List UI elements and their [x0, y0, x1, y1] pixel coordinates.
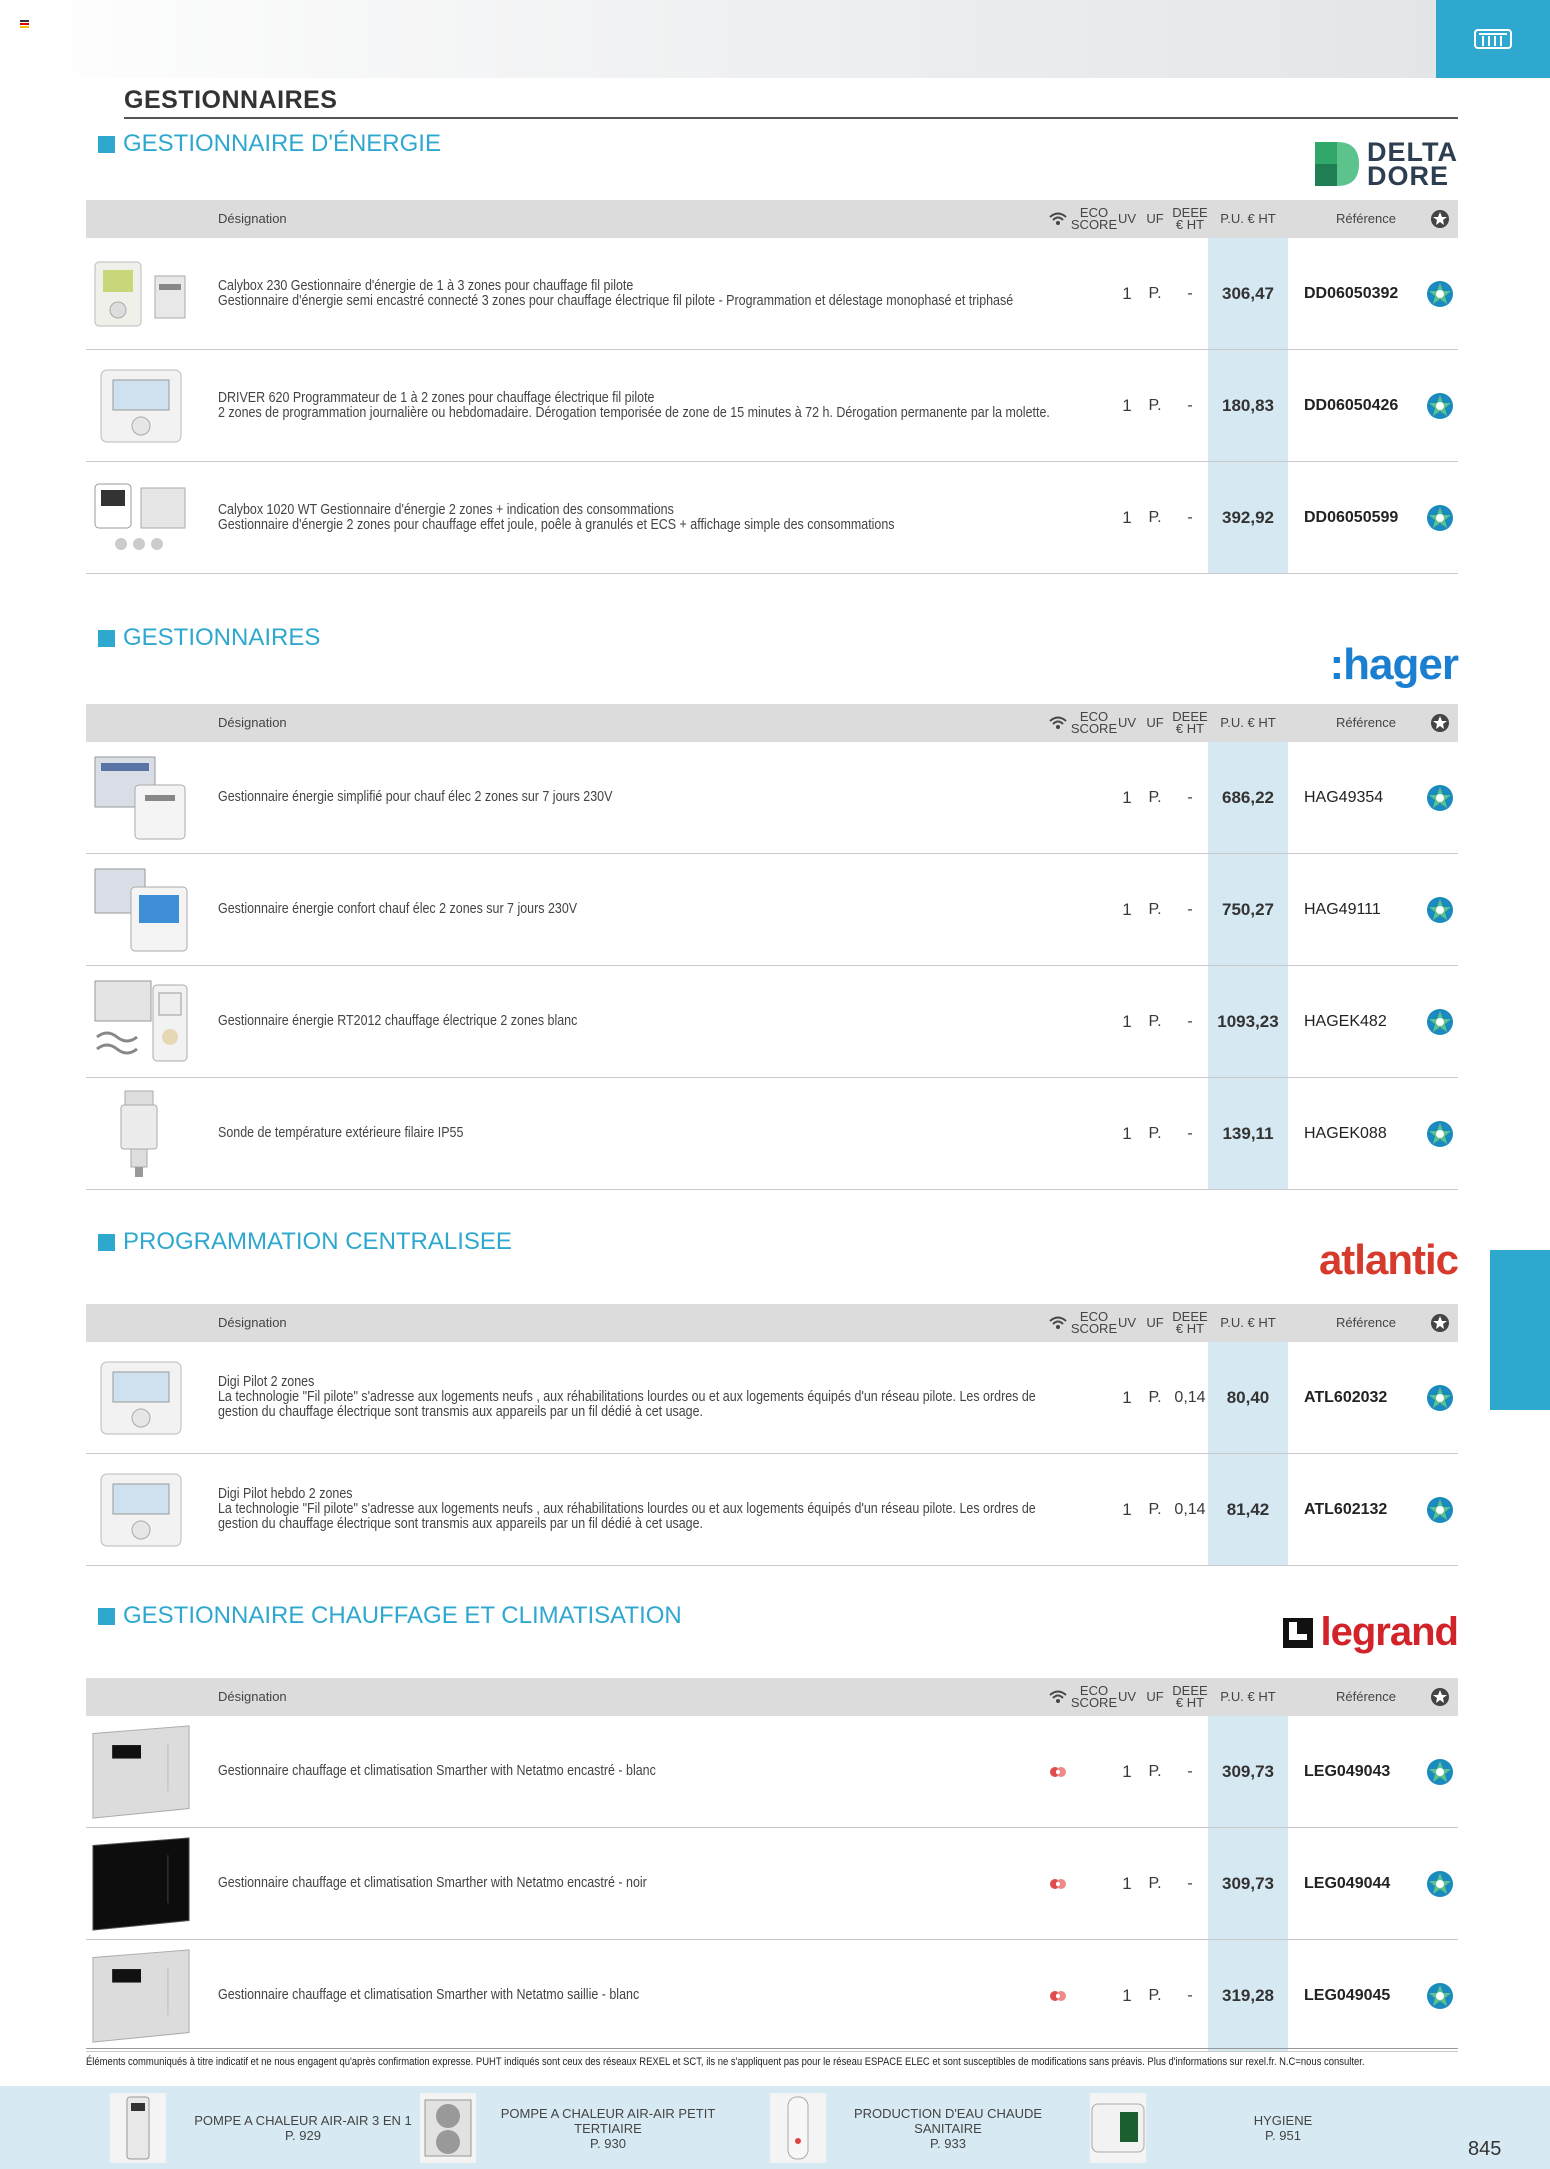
uf-value: P.	[1148, 900, 1162, 918]
header-uv: UV	[1117, 715, 1137, 730]
eco-score-cell	[1422, 1078, 1458, 1189]
header-eco-score: ECO SCORE	[1070, 709, 1118, 736]
designation-line: Gestionnaire chauffage et climatisation Smarther with Netatmo saillie - blanc	[218, 1987, 640, 2003]
product-designation	[218, 1828, 992, 1939]
header-connectivity	[1043, 1678, 1073, 1716]
eco-score-icon	[1425, 783, 1455, 813]
unit-price: 319,28	[1222, 1985, 1274, 2005]
product-image	[86, 1940, 196, 2051]
connectivity-cell	[1043, 1342, 1073, 1453]
product-image	[86, 854, 196, 965]
connectivity-cell	[1043, 350, 1073, 461]
brand	[1315, 137, 1458, 191]
product-reference[interactable]: ATL602032	[1304, 1388, 1388, 1406]
flag-icon	[20, 20, 29, 28]
rt2012-kit-icon	[91, 976, 191, 1068]
designation-line: 2 zones de programmation journalière ou hebdomadaire. Dérogation temporisée de zone de 15 minutes à 72 h. Dérogation permanente par la molette.	[218, 404, 1050, 421]
header-uv: UV	[1117, 1689, 1137, 1704]
connectivity-cell	[1043, 854, 1073, 965]
connectivity-cell	[1043, 1940, 1073, 2051]
eco-score-cell	[1422, 742, 1458, 853]
programmer-icon	[91, 1464, 191, 1556]
header-deee: DEEE € HT	[1172, 205, 1208, 232]
section-header	[86, 624, 1458, 704]
deee-value: -	[1187, 284, 1193, 302]
deee-value: -	[1187, 1986, 1193, 2004]
designation-line: Calybox 1020 WT Gestionnaire d'énergie 2 zones + indication des consommations	[218, 501, 674, 518]
header-connectivity	[1043, 1304, 1073, 1342]
table-row[interactable]	[86, 350, 1458, 462]
table-row[interactable]	[86, 462, 1458, 574]
table-header	[86, 200, 1458, 238]
temperature-probe-icon	[91, 1088, 191, 1180]
product-image	[86, 238, 196, 349]
header-eco-icon	[1422, 1304, 1458, 1342]
thermostat-icon	[91, 248, 191, 340]
bottom-link-label: PRODUCTION D'EAU CHAUDE SANITAIRE P. 933	[853, 2105, 1043, 2151]
product-designation	[218, 854, 992, 965]
product-designation	[218, 350, 1050, 461]
eco-score-icon	[1425, 1495, 1455, 1525]
table-row[interactable]	[86, 1078, 1458, 1190]
product-designation	[218, 1940, 992, 2051]
eco-score-cell	[1422, 1716, 1458, 1827]
table-row[interactable]	[86, 742, 1458, 854]
product-designation	[218, 966, 992, 1077]
product-designation	[218, 1342, 1036, 1453]
product-table	[86, 1342, 1458, 1566]
eco-score-icon	[1425, 1757, 1455, 1787]
brand	[1281, 1608, 1458, 1655]
wifi-icon	[1049, 1690, 1067, 1704]
product-table	[86, 742, 1458, 1190]
deee-value: 0,14	[1174, 1388, 1206, 1406]
uv-value: 1	[1122, 899, 1132, 919]
eco-score-icon	[1425, 1007, 1455, 1037]
eco-score-icon	[1425, 1383, 1455, 1413]
deee-value: -	[1187, 900, 1193, 918]
connectivity-cell	[1043, 1828, 1073, 1939]
table-row[interactable]	[86, 1940, 1458, 2052]
unit-price: 750,27	[1222, 899, 1274, 919]
header-eco-icon	[1422, 1678, 1458, 1716]
deee-value: -	[1187, 1124, 1193, 1142]
uf-value: P.	[1148, 1388, 1162, 1406]
brand-logo-legrand: legrand	[1281, 1610, 1458, 1655]
product-section	[86, 1228, 1458, 1566]
display-module-icon	[91, 864, 191, 956]
uf-value: P.	[1148, 508, 1162, 526]
bottom-link[interactable]	[110, 2090, 440, 2166]
eco-score-cell	[1422, 1828, 1458, 1939]
bottom-link[interactable]	[770, 2090, 1070, 2166]
product-image	[86, 742, 196, 853]
table-row[interactable]	[86, 1454, 1458, 1566]
product-image	[86, 462, 196, 573]
table-row[interactable]	[86, 238, 1458, 350]
header-reference: Référence	[1336, 1689, 1396, 1704]
page-number: 845	[1468, 2138, 1502, 2160]
uv-value: 1	[1122, 283, 1132, 303]
eco-score-cell	[1422, 854, 1458, 965]
uv-value: 1	[1122, 1761, 1132, 1781]
header-reference: Référence	[1336, 1315, 1396, 1330]
designation-line: DRIVER 620 Programmateur de 1 à 2 zones pour chauffage électrique fil pilote	[218, 389, 655, 406]
uf-value: P.	[1148, 1874, 1162, 1892]
bottom-link-label: POMPE A CHALEUR AIR-AIR PETIT TERTIAIRE P. 930	[500, 2105, 716, 2151]
section-header	[86, 1228, 1458, 1304]
table-row[interactable]	[86, 854, 1458, 966]
header-uf: UF	[1146, 715, 1164, 730]
product-table	[86, 238, 1458, 574]
header-deee: DEEE € HT	[1172, 1683, 1208, 1710]
smart-thermostat-white-icon	[91, 1950, 191, 2042]
product-reference[interactable]: ATL602132	[1304, 1500, 1388, 1518]
unit-price: 306,47	[1222, 283, 1274, 303]
designation-line: Gestionnaire chauffage et climatisation Smarther with Netatmo encastré - blanc	[218, 1763, 656, 1779]
product-reference[interactable]: DD06050392	[1304, 284, 1399, 302]
title-divider	[124, 117, 1458, 119]
uv-value: 1	[1122, 1387, 1132, 1407]
section-title: GESTIONNAIRE D'ÉNERGIE	[98, 130, 441, 158]
section-title: PROGRAMMATION CENTRALISEE	[98, 1228, 512, 1256]
programmer-icon	[91, 360, 191, 452]
header-deee: DEEE € HT	[1172, 709, 1208, 736]
deee-value: 0,14	[1174, 1500, 1206, 1518]
product-image	[86, 1716, 196, 1827]
eco-score-header-icon	[1430, 1313, 1450, 1333]
outdoor-unit-icon	[420, 2093, 476, 2163]
uf-value: P.	[1148, 1986, 1162, 2004]
header-designation: Désignation	[218, 211, 287, 226]
header-eco-icon	[1422, 200, 1458, 238]
product-section	[86, 624, 1458, 1190]
product-image	[86, 1078, 196, 1189]
product-designation	[218, 1078, 992, 1189]
header-designation: Désignation	[218, 1689, 287, 1704]
section-bullet-icon	[98, 630, 115, 647]
connectivity-cell	[1043, 966, 1073, 1077]
eco-score-cell	[1422, 1342, 1458, 1453]
deee-value: -	[1187, 1762, 1193, 1780]
table-row[interactable]	[86, 1342, 1458, 1454]
product-designation	[218, 1716, 992, 1827]
product-reference[interactable]: DD06050599	[1304, 508, 1399, 526]
connectivity-cell	[1043, 742, 1073, 853]
programmer-icon	[91, 1352, 191, 1444]
header-uf: UF	[1146, 1689, 1164, 1704]
wifi-icon	[1049, 1316, 1067, 1330]
product-section	[86, 1602, 1458, 2052]
hand-dryer-icon	[1090, 2093, 1146, 2163]
eco-score-cell	[1422, 966, 1458, 1077]
eco-score-cell	[1422, 462, 1458, 573]
designation-line: Calybox 230 Gestionnaire d'énergie de 1 à 3 zones pour chauffage fil pilote	[218, 277, 634, 294]
product-reference[interactable]: HAGEK088	[1304, 1124, 1387, 1142]
header-eco-score: ECO SCORE	[1070, 205, 1118, 232]
brand	[1319, 1232, 1458, 1284]
din-module-icon	[91, 752, 191, 844]
table-row[interactable]	[86, 966, 1458, 1078]
brand-logo-hager: :hager	[1329, 640, 1458, 689]
designation-line: Gestionnaire chauffage et climatisation Smarther with Netatmo encastré - noir	[218, 1875, 647, 1891]
product-table	[86, 1716, 1458, 2052]
connected-device-icon	[1049, 1990, 1067, 2002]
legrand-mark-icon	[1281, 1616, 1315, 1650]
table-row[interactable]	[86, 1828, 1458, 1940]
product-designation	[218, 1454, 1036, 1565]
product-reference[interactable]: LEG049045	[1304, 1986, 1391, 2004]
delta-dore-mark-icon	[1315, 142, 1359, 186]
brand	[1330, 632, 1458, 690]
connectivity-cell	[1043, 1078, 1073, 1189]
smart-thermostat-black-icon	[91, 1838, 191, 1930]
header-eco-icon	[1422, 704, 1458, 742]
header-unit-price: P.U. € HT	[1220, 1689, 1276, 1704]
uv-value: 1	[1122, 1499, 1132, 1519]
header-connectivity	[1043, 704, 1073, 742]
section-header	[86, 130, 1458, 200]
designation-line: Gestionnaire énergie confort chauf élec 2 zones sur 7 jours 230V	[218, 901, 578, 917]
uv-value: 1	[1122, 1873, 1132, 1893]
top-banner	[0, 0, 1436, 78]
side-index-tab[interactable]	[1490, 1250, 1550, 1410]
footnote-divider	[86, 2048, 1458, 2049]
designation-line: Digi Pilot hebdo 2 zones	[218, 1486, 353, 1502]
eco-score-icon	[1425, 895, 1455, 925]
eco-score-cell	[1422, 238, 1458, 349]
header-reference: Référence	[1336, 211, 1396, 226]
deee-value: -	[1187, 1874, 1193, 1892]
designation-line: Gestionnaire d'énergie semi encastré connecté 3 zones pour chauffage électrique fil pilote - Programmation et délestage monophasé et triphasé	[218, 292, 1014, 309]
product-image	[86, 1828, 196, 1939]
header-uv: UV	[1117, 211, 1137, 226]
section-title: GESTIONNAIRES	[98, 624, 320, 652]
uf-value: P.	[1148, 1012, 1162, 1030]
eco-score-cell	[1422, 1454, 1458, 1565]
section-bullet-icon	[98, 136, 115, 153]
uv-value: 1	[1122, 507, 1132, 527]
product-reference[interactable]: HAGEK482	[1304, 1012, 1387, 1030]
eco-score-icon	[1425, 1981, 1455, 2011]
product-image	[86, 1454, 196, 1565]
brand-logo-atlantic: atlantic	[1318, 1236, 1458, 1283]
air-conditioner-icon	[110, 2093, 166, 2163]
eco-score-cell	[1422, 1940, 1458, 2051]
connected-device-icon	[1049, 1878, 1067, 1890]
unit-price: 180,83	[1222, 395, 1274, 415]
designation-line: gestion du chauffage électrique sont transmis aux appareils par un fil dédié à cet usage.	[218, 1404, 704, 1420]
designation-line: Gestionnaire d'énergie 2 zones pour chauffage effet joule, poêle à granulés et ECS + affichage simple des consommations	[218, 516, 895, 533]
radiator-icon	[1473, 26, 1513, 52]
designation-line: La technologie "Fil pilote" s'adresse aux logements neufs , aux réhabilitations lourdes ou et aux logements équipés d'un réseau pilote. Les ordres de	[218, 1501, 1036, 1517]
smart-thermostat-white-icon	[91, 1726, 191, 1818]
uf-value: P.	[1148, 284, 1162, 302]
product-image	[86, 1342, 196, 1453]
brand-logo-delta-dore: DELTA DORE	[1315, 140, 1458, 188]
eco-score-icon	[1425, 503, 1455, 533]
section-header	[86, 1602, 1458, 1678]
uv-value: 1	[1122, 1011, 1132, 1031]
deee-value: -	[1187, 788, 1193, 806]
product-designation	[218, 742, 992, 853]
section-bullet-icon	[98, 1234, 115, 1251]
bottom-link-label: POMPE A CHALEUR AIR-AIR 3 EN 1 P. 929	[194, 2113, 412, 2143]
designation-line: Gestionnaire énergie RT2012 chauffage électrique 2 zones blanc	[218, 1013, 578, 1029]
bottom-link[interactable]	[1090, 2090, 1420, 2166]
product-reference[interactable]: LEG049044	[1304, 1874, 1391, 1892]
designation-line: Digi Pilot 2 zones	[218, 1374, 315, 1390]
eco-score-icon	[1425, 279, 1455, 309]
product-image	[86, 350, 196, 461]
uf-value: P.	[1148, 788, 1162, 806]
product-designation	[218, 238, 1014, 349]
designation-line: Sonde de température extérieure filaire IP55	[218, 1125, 464, 1141]
uf-value: P.	[1148, 1124, 1162, 1142]
section-bullet-icon	[98, 1608, 115, 1625]
unit-price: 80,40	[1226, 1387, 1270, 1407]
unit-price: 686,22	[1222, 787, 1274, 807]
uf-value: P.	[1148, 1762, 1162, 1780]
eco-score-icon	[1425, 1869, 1455, 1899]
header-eco-score: ECO SCORE	[1070, 1683, 1118, 1710]
connected-device-icon	[1049, 1766, 1067, 1778]
product-section	[86, 130, 1458, 574]
eco-score-header-icon	[1430, 1687, 1450, 1707]
eco-score-icon	[1425, 391, 1455, 421]
header-uf: UF	[1146, 1315, 1164, 1330]
connectivity-cell	[1043, 462, 1073, 573]
header-unit-price: P.U. € HT	[1220, 715, 1276, 730]
table-header	[86, 1678, 1458, 1716]
deee-value: -	[1187, 1012, 1193, 1030]
deee-value: -	[1187, 508, 1193, 526]
unit-price: 139,11	[1222, 1123, 1274, 1143]
deee-value: -	[1187, 396, 1193, 414]
bottom-link-label: HYGIENE P. 951	[1253, 2113, 1313, 2143]
page-title: GESTIONNAIRES	[124, 86, 338, 114]
eco-score-cell	[1422, 350, 1458, 461]
eco-score-header-icon	[1430, 713, 1450, 733]
table-row[interactable]	[86, 1716, 1458, 1828]
section-title: GESTIONNAIRE CHAUFFAGE ET CLIMATISATION	[98, 1602, 682, 1630]
table-header	[86, 704, 1458, 742]
connectivity-cell	[1043, 1454, 1073, 1565]
header-uf: UF	[1146, 211, 1164, 226]
uf-value: P.	[1148, 1500, 1162, 1518]
unit-price: 81,42	[1226, 1499, 1270, 1519]
designation-line: La technologie "Fil pilote" s'adresse aux logements neufs , aux réhabilitations lourdes ou et aux logements équipés d'un réseau pilote. Les ordres de	[218, 1389, 1036, 1405]
bottom-link[interactable]	[420, 2090, 740, 2166]
header-designation: Désignation	[218, 715, 287, 730]
wifi-icon	[1049, 212, 1067, 226]
designation-line: gestion du chauffage électrique sont transmis aux appareils par un fil dédié à cet usage.	[218, 1516, 704, 1532]
header-reference: Référence	[1336, 715, 1396, 730]
connectivity-cell	[1043, 238, 1073, 349]
wifi-icon	[1049, 716, 1067, 730]
product-designation	[218, 462, 992, 573]
header-designation: Désignation	[218, 1315, 287, 1330]
product-reference[interactable]: LEG049043	[1304, 1762, 1391, 1780]
header-eco-score: ECO SCORE	[1070, 1309, 1118, 1336]
unit-price: 1093,23	[1217, 1011, 1279, 1031]
product-image	[86, 966, 196, 1077]
unit-price: 309,73	[1222, 1873, 1274, 1893]
header-deee: DEEE € HT	[1172, 1309, 1208, 1336]
header-connectivity	[1043, 200, 1073, 238]
product-reference[interactable]: HAG49111	[1304, 900, 1381, 918]
category-tab[interactable]	[1436, 0, 1550, 78]
unit-price: 392,92	[1222, 507, 1274, 527]
product-reference[interactable]: DD06050426	[1304, 396, 1399, 414]
uf-value: P.	[1148, 396, 1162, 414]
water-heater-icon	[770, 2093, 826, 2163]
designation-line: Gestionnaire énergie simplifié pour chauf élec 2 zones sur 7 jours 230V	[218, 789, 613, 805]
unit-price: 309,73	[1222, 1761, 1274, 1781]
connectivity-cell	[1043, 1716, 1073, 1827]
uv-value: 1	[1122, 395, 1132, 415]
table-header	[86, 1304, 1458, 1342]
uv-value: 1	[1122, 1985, 1132, 2005]
eco-score-icon	[1425, 1119, 1455, 1149]
header-unit-price: P.U. € HT	[1220, 211, 1276, 226]
product-reference[interactable]: HAG49354	[1304, 788, 1384, 806]
footnote: Éléments communiqués à titre indicatif et ne nous engagent qu'après confirmation expresse. PUHT indiqués sont ceux des réseaux REXEL et SCT, ils ne s'appliquent pas pour le réseau ESPACE ELEC et sont susceptibles de modifications sans préavis. Plus d'informations sur rexel.fr. N.C=nous consulter.	[86, 2056, 1365, 2068]
eco-score-header-icon	[1430, 209, 1450, 229]
energy-manager-icon	[91, 472, 191, 564]
uv-value: 1	[1122, 787, 1132, 807]
header-unit-price: P.U. € HT	[1220, 1315, 1276, 1330]
uv-value: 1	[1122, 1123, 1132, 1143]
header-uv: UV	[1117, 1315, 1137, 1330]
